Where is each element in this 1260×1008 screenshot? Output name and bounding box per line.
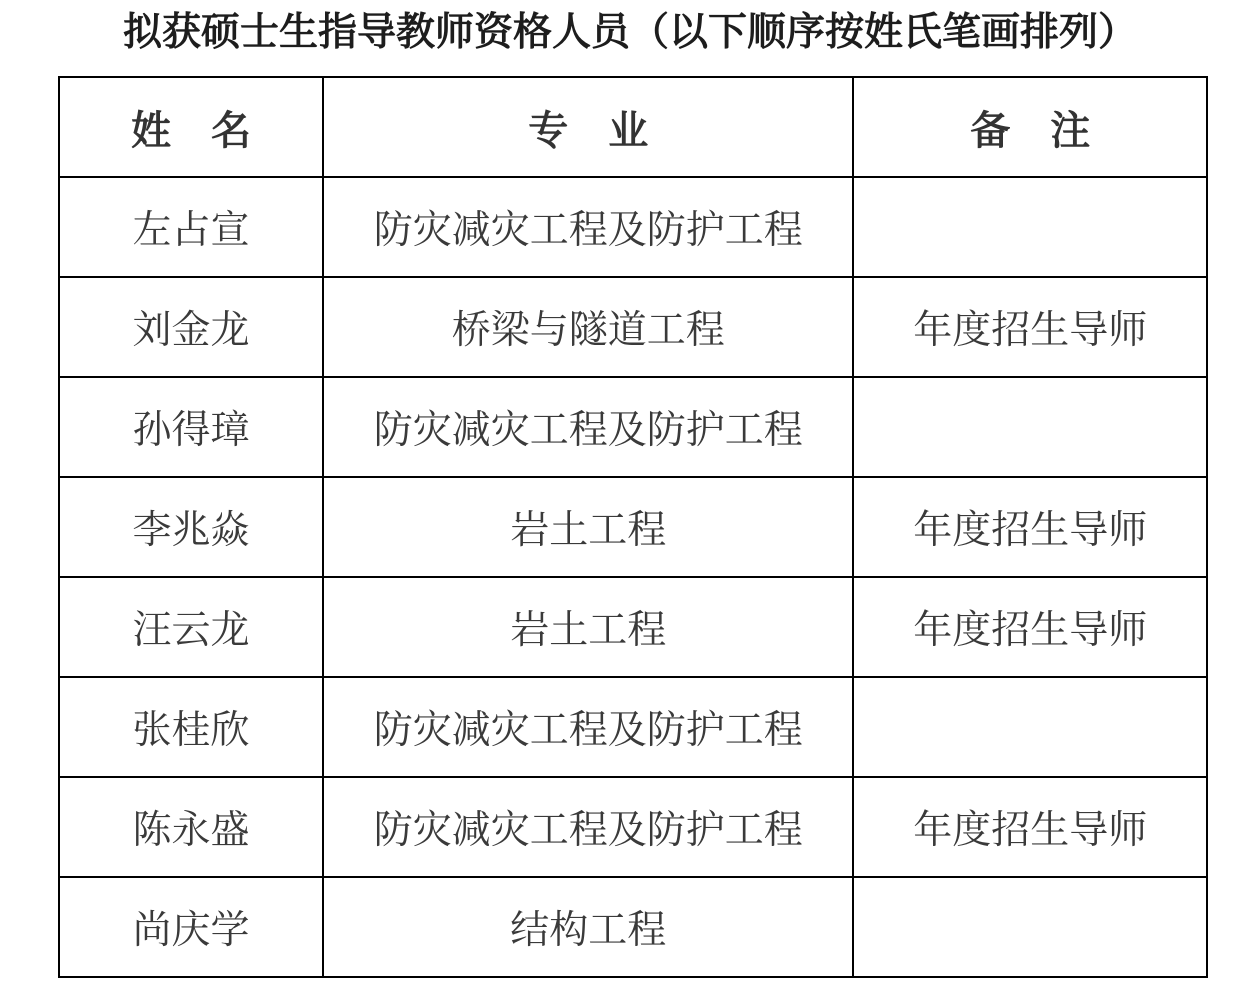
supervisor-roster-table [58, 76, 1208, 978]
table-row [59, 177, 1207, 277]
table-row [59, 577, 1207, 677]
cell-name: 刘金龙 [59, 277, 323, 377]
table-row [59, 477, 1207, 577]
cell-name: 左占宣 [59, 177, 323, 277]
cell-major: 岩土工程 [323, 577, 853, 677]
cell-name: 汪云龙 [59, 577, 323, 677]
cell-name: 李兆焱 [59, 477, 323, 577]
cell-name: 孙得璋 [59, 377, 323, 477]
cell-note [853, 877, 1207, 977]
table-row [59, 677, 1207, 777]
column-header-name: 姓 名 [59, 77, 323, 177]
cell-note [853, 677, 1207, 777]
cell-note [853, 177, 1207, 277]
cell-note [853, 377, 1207, 477]
cell-major: 防灾减灾工程及防护工程 [323, 677, 853, 777]
cell-name: 张桂欣 [59, 677, 323, 777]
column-header-major: 专 业 [323, 77, 853, 177]
cell-note: 年度招生导师 [853, 477, 1207, 577]
table-row [59, 377, 1207, 477]
cell-major: 岩土工程 [323, 477, 853, 577]
cell-note: 年度招生导师 [853, 577, 1207, 677]
cell-note: 年度招生导师 [853, 777, 1207, 877]
table-row [59, 277, 1207, 377]
cell-major: 防灾减灾工程及防护工程 [323, 777, 853, 877]
cell-major: 桥梁与隧道工程 [323, 277, 853, 377]
cell-major: 结构工程 [323, 877, 853, 977]
cell-major: 防灾减灾工程及防护工程 [323, 377, 853, 477]
page-title: 拟获硕士生指导教师资格人员（以下顺序按姓氏笔画排列） [122, 11, 1137, 54]
table-header-row [59, 77, 1207, 177]
cell-note: 年度招生导师 [853, 277, 1207, 377]
cell-name: 尚庆学 [59, 877, 323, 977]
column-header-note: 备 注 [853, 77, 1207, 177]
cell-major: 防灾减灾工程及防护工程 [323, 177, 853, 277]
cell-name: 陈永盛 [59, 777, 323, 877]
table-row [59, 777, 1207, 877]
table-row [59, 877, 1207, 977]
